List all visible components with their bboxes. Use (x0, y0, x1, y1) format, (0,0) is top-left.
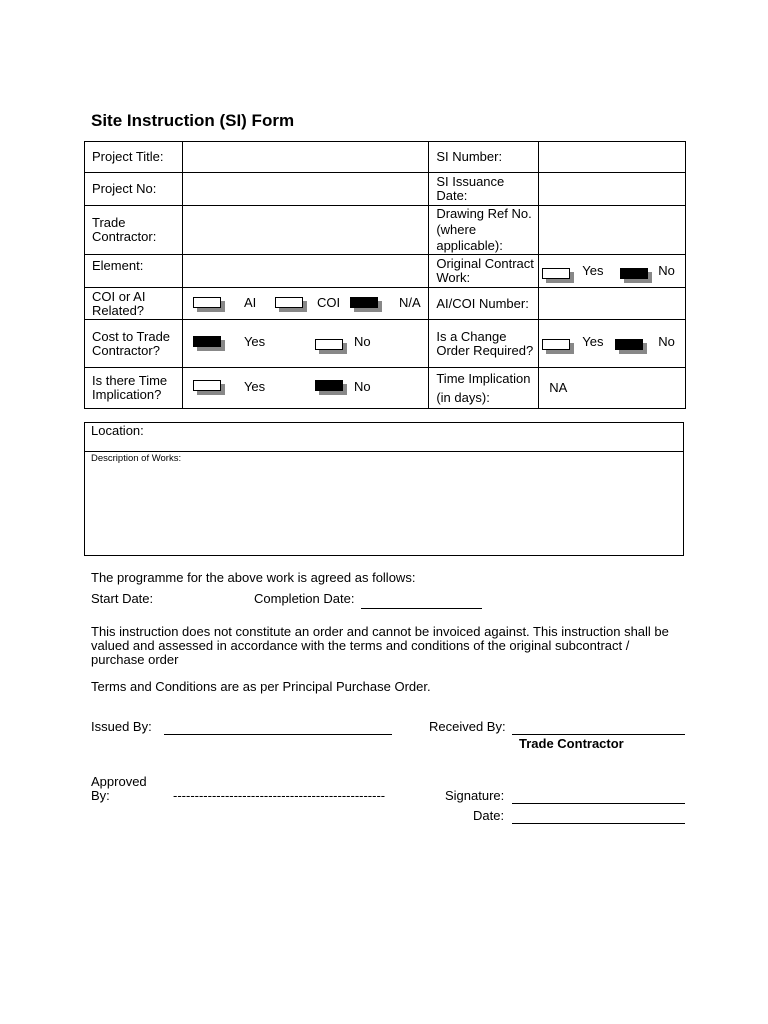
location-label: Location: (91, 423, 144, 438)
ai-coi-number-field[interactable] (539, 288, 686, 320)
drawing-ref-field[interactable] (539, 206, 686, 255)
time-implication-options (182, 368, 428, 409)
original-contract-yes-checkbox[interactable] (542, 268, 570, 279)
issued-by-label: Issued By: (91, 719, 152, 734)
element-label: Element: (85, 255, 183, 288)
project-no-field[interactable] (182, 173, 428, 206)
original-contract-work-options (539, 255, 686, 288)
drawing-ref-label (429, 206, 539, 255)
coi-label: COI (316, 295, 341, 310)
na-checkbox[interactable] (350, 297, 378, 308)
time-no-label: No (353, 379, 371, 394)
description-field[interactable] (85, 452, 683, 555)
time-yes-checkbox[interactable] (193, 380, 221, 391)
location-field[interactable] (85, 423, 683, 452)
original-contract-no-checkbox[interactable] (620, 268, 648, 279)
time-implication-days-label (429, 368, 539, 409)
cost-to-trade-options (182, 320, 428, 368)
si-issuance-date-field[interactable] (539, 173, 686, 206)
si-number-label: SI Number: (429, 142, 539, 173)
si-details-table (84, 141, 686, 409)
approved-by-label: Approved By: (91, 774, 147, 803)
change-order-no-checkbox[interactable] (615, 339, 643, 350)
time-implication-label: Is there Time Implication? (85, 368, 183, 409)
completion-date-line[interactable] (361, 608, 482, 609)
cost-yes-checkbox[interactable] (193, 336, 221, 347)
time-implication-value[interactable]: NA (539, 368, 686, 409)
terms-text: Terms and Conditions are as per Principal Purchase Order. (91, 679, 431, 694)
start-date-label: Start Date: (91, 591, 154, 606)
time-yes-label: Yes (243, 379, 266, 394)
signature-label: Signature: (445, 788, 505, 803)
trade-contractor-field[interactable] (182, 206, 428, 255)
issued-by-line[interactable] (164, 734, 392, 735)
time-no-checkbox[interactable] (315, 380, 343, 391)
change-order-yes-checkbox[interactable] (542, 339, 570, 350)
project-title-label: Project Title: (85, 142, 183, 173)
na-label: N/A (398, 295, 421, 310)
date-label: Date: (473, 808, 505, 823)
original-contract-no-label: No (658, 263, 675, 278)
cost-no-label: No (353, 334, 371, 349)
drawing-ref-text: Drawing Ref No. (where applicable): (436, 206, 532, 253)
change-order-no-label: No (658, 334, 675, 349)
cost-no-checkbox[interactable] (315, 339, 343, 350)
ai-checkbox[interactable] (193, 297, 221, 308)
instruction-text: This instruction does not constitute an order and cannot be invoiced against. This instruction shall be valued and assessed in accordance with the terms and conditions of the original subcontract / purchase order (91, 624, 669, 667)
original-contract-yes-label: Yes (582, 263, 604, 278)
element-field[interactable] (182, 255, 428, 288)
project-no-label: Project No: (85, 173, 183, 206)
original-contract-work-label: Original Contract Work: (429, 255, 539, 288)
date-line[interactable] (512, 823, 685, 824)
received-by-line[interactable] (512, 734, 685, 735)
change-order-yes-label: Yes (582, 334, 604, 349)
cost-to-trade-label: Cost to Trade Contractor? (85, 320, 183, 368)
location-description-box (84, 422, 684, 556)
description-label: Description of Works: (91, 453, 182, 464)
si-issuance-date-label: SI Issuance Date: (429, 173, 539, 206)
ai-coi-number-label: AI/COI Number: (429, 288, 539, 320)
time-implication-days-text: Time Implication (in days): (436, 371, 531, 405)
si-number-field[interactable] (539, 142, 686, 173)
completion-date-label: Completion Date: (254, 591, 355, 606)
programme-text: The programme for the above work is agreed as follows: (91, 570, 416, 585)
project-title-field[interactable] (182, 142, 428, 173)
trade-contractor-caption: Trade Contractor (519, 736, 624, 751)
cost-yes-label: Yes (243, 334, 266, 349)
signature-line[interactable] (512, 803, 685, 804)
form-title: Site Instruction (SI) Form (91, 111, 295, 130)
change-order-options (539, 320, 686, 368)
coi-ai-related-options (182, 288, 428, 320)
approved-by-dashes[interactable]: ------------------------------------------------- (173, 788, 386, 803)
coi-ai-related-label: COI or AI Related? (85, 288, 183, 320)
trade-contractor-label: Trade Contractor: (85, 206, 183, 255)
received-by-label: Received By: (429, 719, 506, 734)
ai-label: AI (243, 295, 257, 310)
coi-checkbox[interactable] (275, 297, 303, 308)
change-order-label: Is a Change Order Required? (429, 320, 539, 368)
